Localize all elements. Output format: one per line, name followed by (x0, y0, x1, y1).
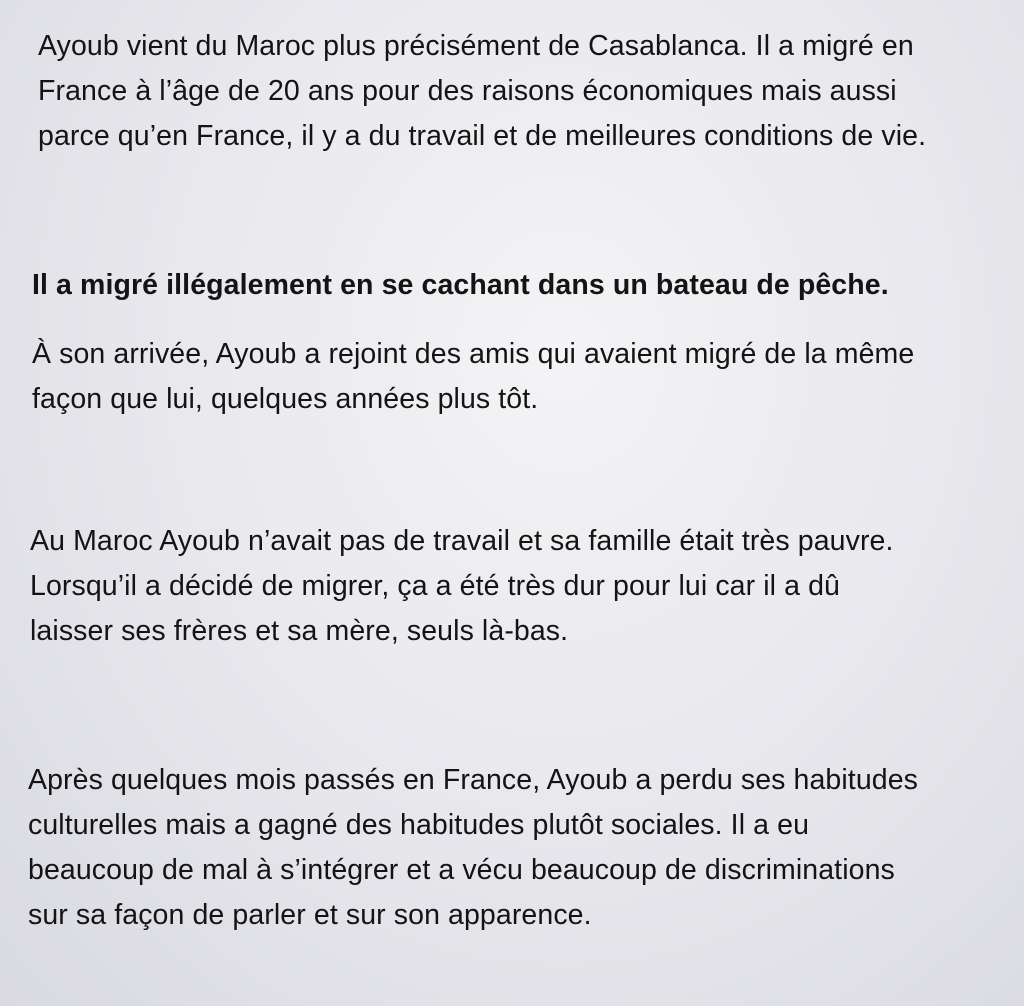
text-line: Au Maroc Ayoub n’avait pas de travail et sa famille était très pauvre. (30, 525, 894, 557)
text-line: France à l’âge de 20 ans pour des raisons économiques mais aussi (38, 75, 897, 107)
text-line: Lorsqu’il a décidé de migrer, ça a été très dur pour lui car il a dû (30, 570, 840, 602)
text-line: sur sa façon de parler et sur son apparence. (28, 899, 592, 931)
text-line: Ayoub vient du Maroc plus précisément de Casablanca. Il a migré en (38, 30, 914, 62)
paragraph-origin (38, 24, 926, 159)
text-line: parce qu’en France, il y a du travail et de meilleures conditions de vie. (38, 120, 927, 152)
text-line: Il a migré illégalement en se cachant dans un bateau de pêche. (32, 269, 889, 301)
text-line: À son arrivée, Ayoub a rejoint des amis qui avaient migré de la même (32, 338, 915, 370)
text-line: beaucoup de mal à s’intégrer et a vécu beaucoup de discriminations (28, 854, 895, 886)
text-line: façon que lui, quelques années plus tôt. (32, 383, 539, 415)
paragraph-family (30, 519, 894, 654)
text-line: Après quelques mois passés en France, Ayoub a perdu ses habitudes (28, 764, 919, 796)
text-line: laisser ses frères et sa mère, seuls là-bas. (30, 615, 569, 647)
paragraph-arrival (32, 332, 914, 422)
paragraph-illegal-migration (32, 263, 889, 308)
paragraph-integration (28, 758, 918, 938)
text-line: culturelles mais a gagné des habitudes plutôt sociales. Il a eu (28, 809, 810, 841)
